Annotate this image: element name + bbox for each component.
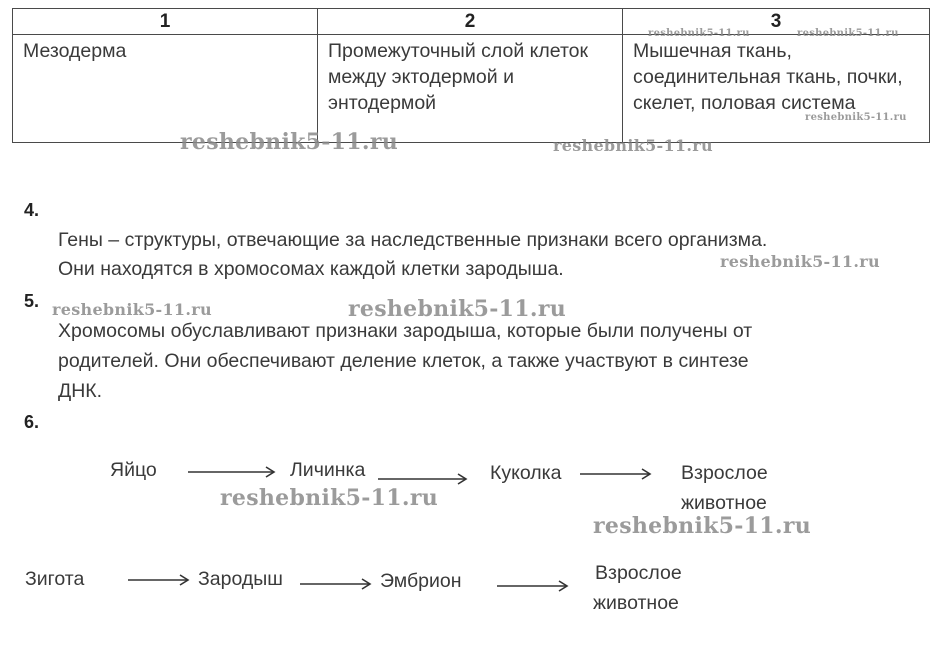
table-header-cell: 2 — [318, 9, 623, 35]
chain1-node-adult-line1: Взрослое — [681, 462, 768, 484]
watermark: reshebnik5-11.ru — [220, 485, 439, 511]
chain2-node-adult-line1: Взрослое — [595, 562, 682, 584]
answer-table — [12, 8, 930, 143]
question-4-line-1: Гены – структуры, отвечающие за наследственные признаки всего организма. — [58, 229, 768, 251]
arrow-icon — [497, 579, 571, 593]
chain1-node-egg: Яйцо — [110, 459, 157, 481]
chain2-node-zygote: Зигота — [25, 568, 85, 590]
question-5-number: 5. — [24, 291, 40, 311]
watermark: reshebnik5-11.ru — [805, 112, 907, 123]
table-row — [13, 35, 930, 143]
arrow-icon — [188, 465, 278, 479]
watermark: reshebnik5-11.ru — [348, 296, 567, 322]
chain1-node-pupa: Куколка — [490, 462, 562, 484]
chain1-node-larva: Личинка — [290, 459, 366, 481]
arrow-icon — [300, 577, 374, 591]
watermark: reshebnik5-11.ru — [720, 252, 880, 271]
question-4-line-2: Они находятся в хромосомах каждой клетки зародыша. — [58, 258, 564, 280]
table-header-cell: 1 — [13, 9, 318, 35]
chain2-node-germ: Зародыш — [198, 568, 283, 590]
table-header-cell: 3 — [623, 9, 930, 35]
arrow-icon — [128, 573, 192, 587]
chain2-node-adult-line2: животное — [593, 592, 679, 614]
question-6-number: 6. — [24, 412, 40, 432]
watermark: reshebnik5-11.ru — [797, 28, 899, 39]
watermark: reshebnik5-11.ru — [648, 28, 750, 39]
watermark: reshebnik5-11.ru — [553, 136, 713, 155]
arrow-icon — [580, 467, 654, 481]
table-cell-derivatives: Мышечная ткань, соединительная ткань, почки, скелет, половая система — [623, 35, 930, 143]
table-cell-layer: Мезодерма — [13, 35, 318, 143]
question-5-line-3: ДНК. — [58, 380, 103, 402]
watermark: reshebnik5-11.ru — [52, 300, 212, 319]
watermark: reshebnik5-11.ru — [593, 513, 812, 539]
table-cell-description: Промежуточный слой клеток между эктодермой и энтодермой — [318, 35, 623, 143]
arrow-icon — [378, 472, 470, 486]
table-header-row — [13, 9, 930, 35]
question-4-number: 4. — [24, 200, 40, 220]
question-5-line-1: Хромосомы обуславливают признаки зародыша, которые были получены от — [58, 320, 753, 342]
chain2-node-embryo: Эмбрион — [380, 570, 462, 592]
chain1-node-adult-line2: животное — [681, 492, 767, 514]
watermark: reshebnik5-11.ru — [180, 129, 399, 155]
question-5-line-2: родителей. Они обеспечивают деление клеток, а также участвуют в синтезе — [58, 350, 749, 372]
